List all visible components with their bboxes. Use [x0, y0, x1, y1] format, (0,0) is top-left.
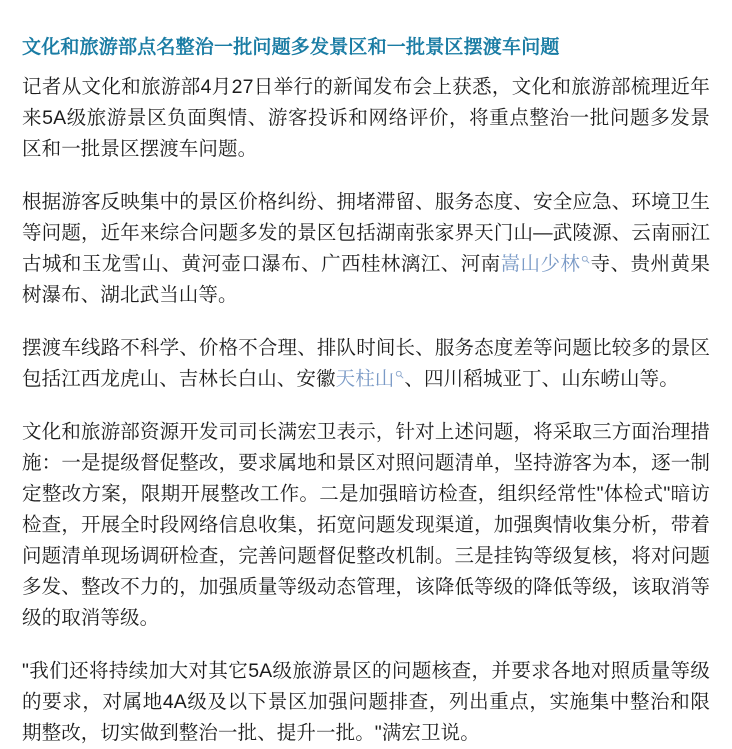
paragraph-4: 文化和旅游部资源开发司司长满宏卫表示，针对上述问题，将采取三方面治理措施：一是提级督促整改，要求属地和景区对照问题清单，坚持游客为本，逐一制定整改方案，限期开展整改工作。二是加强暗访检查，组织经常性"体检式"暗访检查，开展全时段网络信息收集，拓宽问题发现渠道，加强舆情收集分析，带着问题清单现场调研检查，完善问题督促整改机制。三是挂钩等级复核，将对问题多发、整改不力的，加强质量等级动态管理，该降低等级的降低等级，该取消等级的取消等级。 — [22, 421, 710, 629]
search-icon[interactable] — [395, 370, 404, 379]
entity-link-songshan-shaolin-label: 嵩山少林 — [500, 253, 581, 275]
entity-link-tianzhushan-label: 天柱山 — [335, 368, 395, 390]
paragraph-3-text-after-link: 、四川稻城亚丁、山东崂山等。 — [404, 368, 679, 390]
article-body — [22, 72, 710, 749]
page-title: 文化和旅游部点名整治一批问题多发景区和一批景区摆渡车问题 — [22, 37, 560, 58]
entity-link-songshan-shaolin[interactable] — [501, 253, 581, 275]
paragraph-3-text-before-link: 摆渡车线路不科学、价格不合理、排队时间长、服务态度差等问题比较多的景区包括江西龙虎山、吉林长白山、安徽 — [22, 337, 710, 390]
entity-link-tianzhushan[interactable] — [336, 368, 395, 390]
paragraph-2-text-before-link: 根据游客反映集中的景区价格纠纷、拥堵滞留、服务态度、安全应急、环境卫生等问题，近年来综合问题多发的景区包括湖南张家界天门山—武陵源、云南丽江古城和玉龙雪山、黄河壶口瀑布、广西桂林漓江、河南 — [22, 191, 710, 275]
paragraph-5: "我们还将持续加大对其它5A级旅游景区的问题核查，并要求各地对照质量等级的要求，对属地4A级及以下景区加强问题排查，列出重点，实施集中整治和限期整改，切实做到整治一批、提升一批。"满宏卫说。 — [22, 660, 710, 744]
paragraph-2-text-after-link: 寺、贵州黄果树瀑布、湖北武当山等。 — [22, 253, 710, 306]
paragraph-3 — [22, 333, 710, 395]
paragraph-1: 记者从文化和旅游部4月27日举行的新闻发布会上获悉，文化和旅游部梳理近年来5A级旅游景区负面舆情、游客投诉和网络评价，将重点整治一批问题多发景区和一批景区摆渡车问题。 — [22, 76, 710, 160]
paragraph-2 — [22, 187, 710, 311]
search-icon[interactable] — [581, 255, 590, 264]
